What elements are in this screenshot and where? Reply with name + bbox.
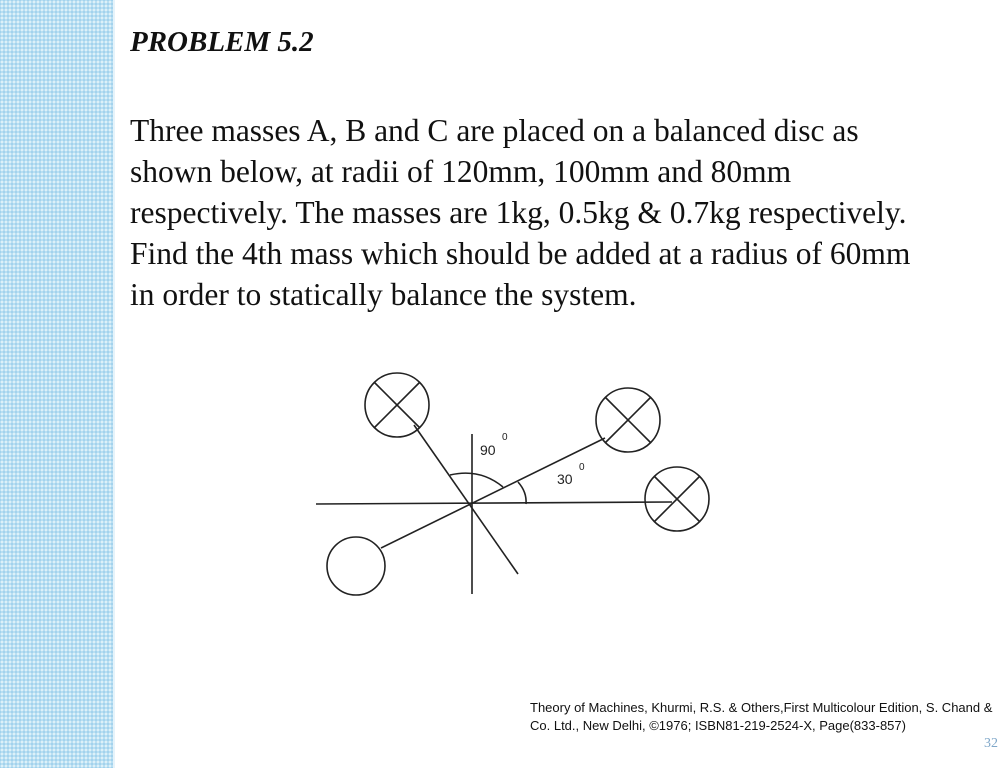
fourth-mass-circle xyxy=(327,537,385,595)
angle-label-90-degree: 0 xyxy=(502,432,508,443)
angle-arc-90 xyxy=(450,473,503,487)
angle-label-30-degree: 0 xyxy=(579,462,585,473)
diagonal-line xyxy=(414,425,518,574)
problem-line: shown below, at radii of 120mm, 100mm and 80mm xyxy=(130,154,792,189)
mass-a-circle xyxy=(365,373,429,437)
problem-line: respectively. The masses are 1kg, 0.5kg & 0.7kg respectively. xyxy=(130,195,907,230)
problem-line: in order to statically balance the system. xyxy=(130,277,637,312)
mass-b-circle xyxy=(596,388,660,452)
angle-label-90: 90 xyxy=(480,442,496,458)
source-citation: Theory of Machines, Khurmi, R.S. & Others,First Multicolour Edition, S. Chand & Co. Ltd., New Delhi, ©1976; ISBN81-219-2524-X, Page(833-857) xyxy=(530,700,993,733)
mass-disc-diagram xyxy=(300,360,730,610)
decorative-sidebar xyxy=(0,0,113,768)
angle-label-30: 30 xyxy=(557,471,573,487)
angle-arc-30 xyxy=(518,482,526,504)
horizontal-axis xyxy=(316,502,672,504)
problem-statement xyxy=(130,110,990,315)
sidebar-divider xyxy=(113,0,115,768)
problem-line: Find the 4th mass which should be added at a radius of 60mm xyxy=(130,236,911,271)
mass-c-circle xyxy=(645,467,709,531)
page-number: 32 xyxy=(984,736,998,751)
page-title: PROBLEM 5.2 xyxy=(130,26,314,58)
problem-line: Three masses A, B and C are placed on a balanced disc as xyxy=(130,113,859,148)
